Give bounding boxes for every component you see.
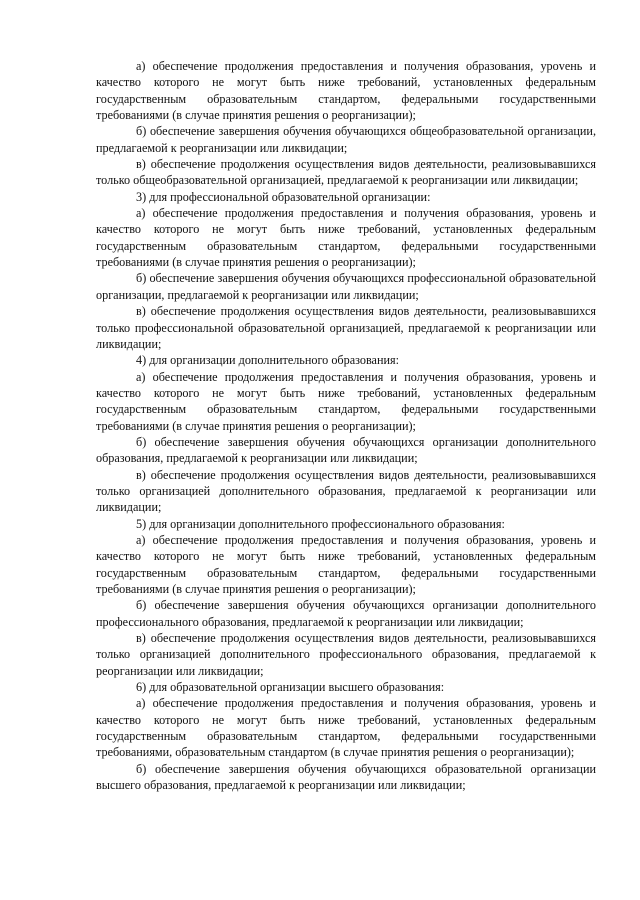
paragraph-3-a: а) обеспечение продолжения предоставления и получения образования, уровень и качество которого не могут быть ниже требований, установленных федеральным государственным образовательным стандартом, федеральными государственными требованиями (в случае принятия решения о реорганизации); <box>96 206 596 270</box>
paragraph-b-general: б) обеспечение завершения обучения обучающихся общеобразовательной организации, предлагаемой к реорганизации или ликвидации; <box>96 124 596 155</box>
heading-item-4: 4) для организации дополнительного образования: <box>136 353 399 368</box>
heading-item-3: 3) для профессиональной образовательной организации: <box>136 189 431 204</box>
paragraph-3a-intro-a: а) обеспечение продолжения предоставления и получения образования, уроvень и качество которого не могут быть ниже требований, установленных федеральным государственным образовательным стандартом, федеральными государственными требованиями (в случае принятия решения о реорганизации); <box>96 59 596 123</box>
document-page <box>96 58 596 793</box>
paragraph-3-c: в) обеспечение продолжения осуществления видов деятельности, реализовывавшихся только профессиональной образовательной организацией, предлагаемой к реорганизации или ликвидации; <box>96 304 596 351</box>
paragraph-4-c: в) обеспечение продолжения осуществления видов деятельности, реализовывавшихся только организацией дополнительного образования, предлагаемой к реорганизации или ликвидации; <box>96 467 596 515</box>
paragraph-6-b: б) обеспечение завершения обучения обучающихся образовательной организации высшего образования, предлагаемой к реорганизации или ликвидации; <box>96 761 596 793</box>
paragraph-4-a: а) обеспечение продолжения предоставления и получения образования, уровень и качество которого не могут быть ниже требований, установленных федеральным государственным образовательным стандартом, федеральными государственными требованиями (в случае принятия решения о реорганизации); <box>96 369 596 433</box>
paragraph-6-a: а) обеспечение продолжения предоставления и получения образования, уровень и качество которого не могут быть ниже требований, установленных федеральным государственным образовательным стандартом, федеральными государственными требованиями, образовательным стандартом (в случае принятия решения о реорганизации); <box>96 696 596 760</box>
paragraph-5-c: в) обеспечение продолжения осуществления видов деятельности, реализовывавшихся только организацией дополнительного профессионального образования, предлагаемой к реорганизации или ликвидации; <box>96 631 596 678</box>
paragraph-4-b: б) обеспечение завершения обучения обучающихся организации дополнительного образования, предлагаемой к реорганизации или ликвидации; <box>96 434 596 466</box>
paragraph-3-b: б) обеспечение завершения обучения обучающихся профессиональной образовательной организации, предлагаемой к реорганизации или ликвидации; <box>96 271 596 302</box>
heading-item-6: 6) для образовательной организации высшего образования: <box>136 680 445 695</box>
paragraph-c-general: в) обеспечение продолжения осуществления видов деятельности, реализовывавшихся только общеобразовательной организацией, предлагаемой к реорганизации или ликвидации; <box>96 157 596 188</box>
heading-item-5: 5) для организации дополнительного профессионального образования: <box>136 516 505 531</box>
paragraph-5-b: б) обеспечение завершения обучения обучающихся организации дополнительного профессионального образования, предлагаемой к реорганизации или ликвидации; <box>96 598 596 629</box>
paragraph-5-a: а) обеспечение продолжения предоставления и получения образования, уровень и качество которого не могут быть ниже требований, установленных федеральным государственным образовательным стандартом, федеральными государственными требованиями (в случае принятия решения о реорганизации); <box>96 532 596 596</box>
